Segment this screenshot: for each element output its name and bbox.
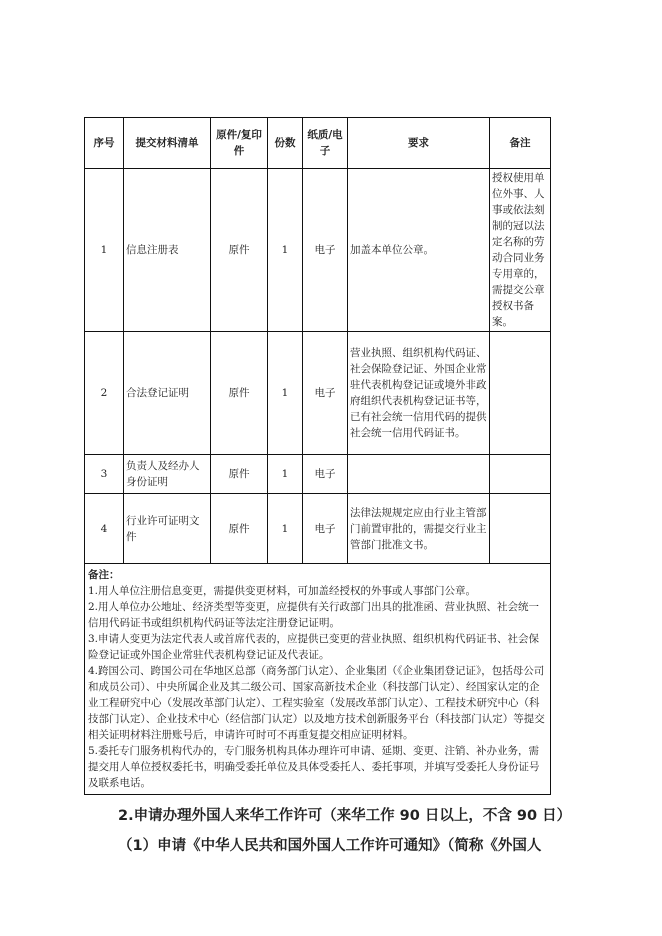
cell-media: 电子 <box>303 494 348 564</box>
header-cell: 序号 <box>85 118 124 169</box>
note-item: 1.用人单位注册信息变更，需提供变更材料，可加盖经授权的外事或人事部门公章。 <box>88 585 477 597</box>
cell-req: 法律法规规定应由行业主管部门前置审批的，需提交行业主管部门批准文书。 <box>348 494 490 564</box>
cell-no: 4 <box>85 494 124 564</box>
table-row <box>85 455 551 494</box>
cell-note: 授权使用单位外事、人事或依法刻制的冠以法定名称的劳动合同业务专用章的，需提交公章授权书备案。 <box>490 169 551 332</box>
header-cell: 提交材料清单 <box>124 118 211 169</box>
note-item: 5.委托专门服务机构代办的，专门服务机构具体办理许可申请、延期、变更、注销、补办业务，需提交用人单位授权委托书，明确受委托单位及具体受委托人、委托事项，并填写受委托人身份证号及联系电话。 <box>88 745 540 789</box>
table-row <box>85 169 551 332</box>
notes-cell <box>85 564 551 795</box>
note-item: 3.申请人变更为法定代表人或首席代表的，应提供已变更的营业执照、组织机构代码证书、社会保险登记证或外国企业常驻代表机构登记证及代表证。 <box>88 633 540 661</box>
notes-title: 备注： <box>88 569 120 581</box>
cell-note <box>490 332 551 455</box>
note-item: 2.用人单位办公地址、经济类型等变更，应提供有关行政部门出具的批准函、营业执照、社会统一信用代码证书或组织机构代码证等法定注册登记证明。 <box>88 601 540 629</box>
table-row <box>85 494 551 564</box>
cell-media: 电子 <box>303 332 348 455</box>
header-cell: 原件/复印件 <box>211 118 268 169</box>
table-header-row <box>85 118 551 169</box>
cell-req: 营业执照、组织机构代码证、社会保险登记证、外国企业常驻代表机构登记证或境外非政府组织代表机构登记证书等，已有社会统一信用代码的提供社会统一信用代码证书。 <box>348 332 490 455</box>
table-row <box>85 332 551 455</box>
cell-media: 电子 <box>303 169 348 332</box>
cell-no: 1 <box>85 169 124 332</box>
cell-orig: 原件 <box>211 494 268 564</box>
cell-orig: 原件 <box>211 169 268 332</box>
cell-name: 负责人及经办人身份证明 <box>124 455 211 494</box>
cell-count: 1 <box>268 494 303 564</box>
cell-no: 2 <box>85 332 124 455</box>
subsection-heading: （1）申请《中华人民共和国外国人工作许可通知》（简称《外国人 <box>118 838 542 854</box>
cell-name: 行业许可证明文件 <box>124 494 211 564</box>
header-cell: 纸质/电子 <box>303 118 348 169</box>
cell-note <box>490 494 551 564</box>
materials-table <box>84 117 551 795</box>
header-cell: 备注 <box>490 118 551 169</box>
cell-orig: 原件 <box>211 332 268 455</box>
notes-row <box>85 564 551 795</box>
cell-name: 合法登记证明 <box>124 332 211 455</box>
cell-req <box>348 455 490 494</box>
cell-note <box>490 455 551 494</box>
cell-req: 加盖本单位公章。 <box>348 169 490 332</box>
cell-count: 1 <box>268 455 303 494</box>
section-heading: 2.申请办理外国人来华工作许可（来华工作 90 日以上，不含 90 日） <box>118 808 572 824</box>
header-cell: 份数 <box>268 118 303 169</box>
header-cell: 要求 <box>348 118 490 169</box>
cell-name: 信息注册表 <box>124 169 211 332</box>
cell-media: 电子 <box>303 455 348 494</box>
cell-orig: 原件 <box>211 455 268 494</box>
cell-count: 1 <box>268 169 303 332</box>
note-item: 4.跨国公司、跨国公司在华地区总部（商务部门认定）、企业集团（《企业集团登记证》，包括母公司和成员公司）、中央所属企业及其二级公司、国家高新技术企业（科技部门认定）、经国家认定的企业工程研究中心（发展改革部门认定）、工程实验室（发展改革部门认定）、工程技术研究中心（科技部门认定）、企业技术中心（经信部门认定）以及地方技术创新服务平台（科技部门认定）等提交相关证明材料注册账号后，申请许可时可不再重复提交相应证明材料。 <box>88 665 545 741</box>
cell-count: 1 <box>268 332 303 455</box>
cell-no: 3 <box>85 455 124 494</box>
